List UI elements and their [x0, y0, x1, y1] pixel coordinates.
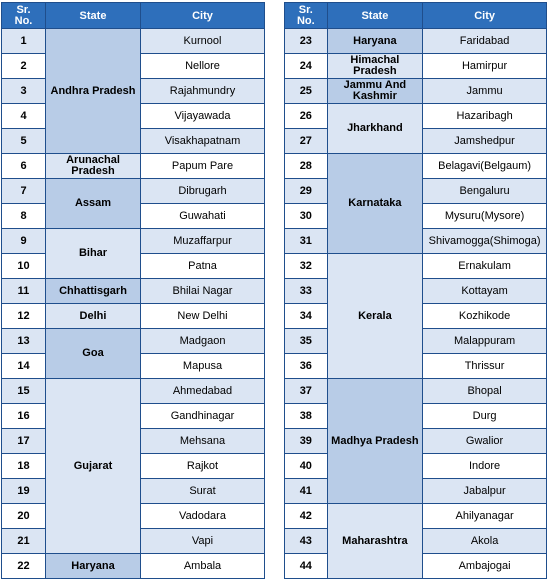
- city-cell: Visakhapatnam: [141, 129, 265, 154]
- table-row: [2, 379, 265, 404]
- state-cell: Chhattisgarh: [46, 279, 141, 304]
- city-cell: Muzaffarpur: [141, 229, 265, 254]
- city-cell: Jabalpur: [423, 479, 547, 504]
- sr-no-cell: 15: [2, 379, 46, 404]
- city-cell: Belagavi(Belgaum): [423, 154, 547, 179]
- city-cell: Mehsana: [141, 429, 265, 454]
- table-row: [2, 554, 265, 579]
- sr-no-cell: 27: [285, 129, 328, 154]
- city-cell: Surat: [141, 479, 265, 504]
- state-cell: Karnataka: [327, 154, 423, 254]
- city-cell: Rajkot: [141, 454, 265, 479]
- city-cell: Hazaribagh: [423, 104, 547, 129]
- state-cell: Maharashtra: [327, 504, 423, 579]
- city-cell: Mapusa: [141, 354, 265, 379]
- sr-no-cell: 44: [285, 554, 328, 579]
- city-cell: Mysuru(Mysore): [423, 204, 547, 229]
- state-cell: Delhi: [46, 304, 141, 329]
- table-row: [2, 29, 265, 54]
- table-header-row: [2, 3, 265, 29]
- sr-no-cell: 41: [285, 479, 328, 504]
- table-row: [2, 279, 265, 304]
- city-cell: Kottayam: [423, 279, 547, 304]
- sr-no-cell: 8: [2, 204, 46, 229]
- sr-no-cell: 30: [285, 204, 328, 229]
- state-cell: Goa: [46, 329, 141, 379]
- city-cell: Vijayawada: [141, 104, 265, 129]
- state-cell: Jharkhand: [327, 104, 423, 154]
- state-cell: Gujarat: [46, 379, 141, 554]
- sr-no-cell: 12: [2, 304, 46, 329]
- table-row: [285, 54, 547, 79]
- sr-no-cell: 17: [2, 429, 46, 454]
- city-cell: Ahmedabad: [141, 379, 265, 404]
- sr-no-cell: 3: [2, 79, 46, 104]
- sr-no-cell: 29: [285, 179, 328, 204]
- table-row: [285, 379, 547, 404]
- sr-no-cell: 16: [2, 404, 46, 429]
- city-cell: Madgaon: [141, 329, 265, 354]
- header-sr-no: Sr. No.: [2, 3, 46, 29]
- sr-no-cell: 26: [285, 104, 328, 129]
- state-cell: Assam: [46, 179, 141, 229]
- state-cell: Andhra Pradesh: [46, 29, 141, 154]
- sr-no-cell: 31: [285, 229, 328, 254]
- sr-no-cell: 5: [2, 129, 46, 154]
- sr-no-cell: 28: [285, 154, 328, 179]
- table-row: [2, 329, 265, 354]
- sr-no-cell: 33: [285, 279, 328, 304]
- sr-no-cell: 13: [2, 329, 46, 354]
- city-cell: Jammu: [423, 79, 547, 104]
- sr-no-cell: 38: [285, 404, 328, 429]
- header-city: City: [423, 3, 547, 29]
- sr-no-cell: 21: [2, 529, 46, 554]
- city-cell: Kurnool: [141, 29, 265, 54]
- sr-no-cell: 39: [285, 429, 328, 454]
- state-cell: Arunachal Pradesh: [46, 154, 141, 179]
- city-cell: Bhilai Nagar: [141, 279, 265, 304]
- city-cell: Vadodara: [141, 504, 265, 529]
- city-cell: Gwalior: [423, 429, 547, 454]
- sr-no-cell: 36: [285, 354, 328, 379]
- header-city: City: [141, 3, 265, 29]
- header-state: State: [327, 3, 423, 29]
- city-cell: Papum Pare: [141, 154, 265, 179]
- sr-no-cell: 14: [2, 354, 46, 379]
- sr-no-cell: 43: [285, 529, 328, 554]
- city-cell: Patna: [141, 254, 265, 279]
- sr-no-cell: 23: [285, 29, 328, 54]
- city-cell: Durg: [423, 404, 547, 429]
- sr-no-cell: 24: [285, 54, 328, 79]
- city-table-right: [284, 2, 547, 579]
- table-row: [2, 229, 265, 254]
- state-cell: Kerala: [327, 254, 423, 379]
- header-state: State: [46, 3, 141, 29]
- sr-no-cell: 20: [2, 504, 46, 529]
- city-cell: Rajahmundry: [141, 79, 265, 104]
- city-cell: Ahilyanagar: [423, 504, 547, 529]
- table-row: [2, 179, 265, 204]
- sr-no-cell: 1: [2, 29, 46, 54]
- sr-no-cell: 4: [2, 104, 46, 129]
- sr-no-cell: 40: [285, 454, 328, 479]
- city-cell: Shivamogga(Shimoga): [423, 229, 547, 254]
- table-row: [2, 304, 265, 329]
- city-cell: Gandhinagar: [141, 404, 265, 429]
- sr-no-cell: 6: [2, 154, 46, 179]
- sr-no-cell: 10: [2, 254, 46, 279]
- state-cell: Haryana: [46, 554, 141, 579]
- sr-no-cell: 7: [2, 179, 46, 204]
- table-header-row: [285, 3, 547, 29]
- table-row: [2, 154, 265, 179]
- sr-no-cell: 18: [2, 454, 46, 479]
- table-row: [285, 29, 547, 54]
- sr-no-cell: 35: [285, 329, 328, 354]
- table-row: [285, 104, 547, 129]
- state-cell: Jammu And Kashmir: [327, 79, 423, 104]
- table-row: [285, 504, 547, 529]
- city-cell: Jamshedpur: [423, 129, 547, 154]
- city-cell: Nellore: [141, 54, 265, 79]
- city-cell: Bengaluru: [423, 179, 547, 204]
- state-cell: Bihar: [46, 229, 141, 279]
- city-cell: Akola: [423, 529, 547, 554]
- sr-no-cell: 25: [285, 79, 328, 104]
- sr-no-cell: 42: [285, 504, 328, 529]
- sr-no-cell: 22: [2, 554, 46, 579]
- table-row: [285, 79, 547, 104]
- city-cell: Guwahati: [141, 204, 265, 229]
- table-row: [285, 254, 547, 279]
- state-cell: Himachal Pradesh: [327, 54, 423, 79]
- sr-no-cell: 37: [285, 379, 328, 404]
- state-cell: Madhya Pradesh: [327, 379, 423, 504]
- city-cell: Bhopal: [423, 379, 547, 404]
- city-cell: Vapi: [141, 529, 265, 554]
- city-cell: Ambala: [141, 554, 265, 579]
- city-cell: Hamirpur: [423, 54, 547, 79]
- sr-no-cell: 9: [2, 229, 46, 254]
- city-cell: Thrissur: [423, 354, 547, 379]
- city-cell: Kozhikode: [423, 304, 547, 329]
- table-row: [285, 154, 547, 179]
- sr-no-cell: 19: [2, 479, 46, 504]
- header-sr-no: Sr. No.: [285, 3, 328, 29]
- city-cell: Faridabad: [423, 29, 547, 54]
- sr-no-cell: 34: [285, 304, 328, 329]
- city-cell: Ambajogai: [423, 554, 547, 579]
- sr-no-cell: 32: [285, 254, 328, 279]
- sr-no-cell: 2: [2, 54, 46, 79]
- city-cell: Indore: [423, 454, 547, 479]
- state-cell: Haryana: [327, 29, 423, 54]
- city-table-left: [1, 2, 265, 579]
- city-cell: New Delhi: [141, 304, 265, 329]
- sr-no-cell: 11: [2, 279, 46, 304]
- city-cell: Dibrugarh: [141, 179, 265, 204]
- city-cell: Malappuram: [423, 329, 547, 354]
- city-cell: Ernakulam: [423, 254, 547, 279]
